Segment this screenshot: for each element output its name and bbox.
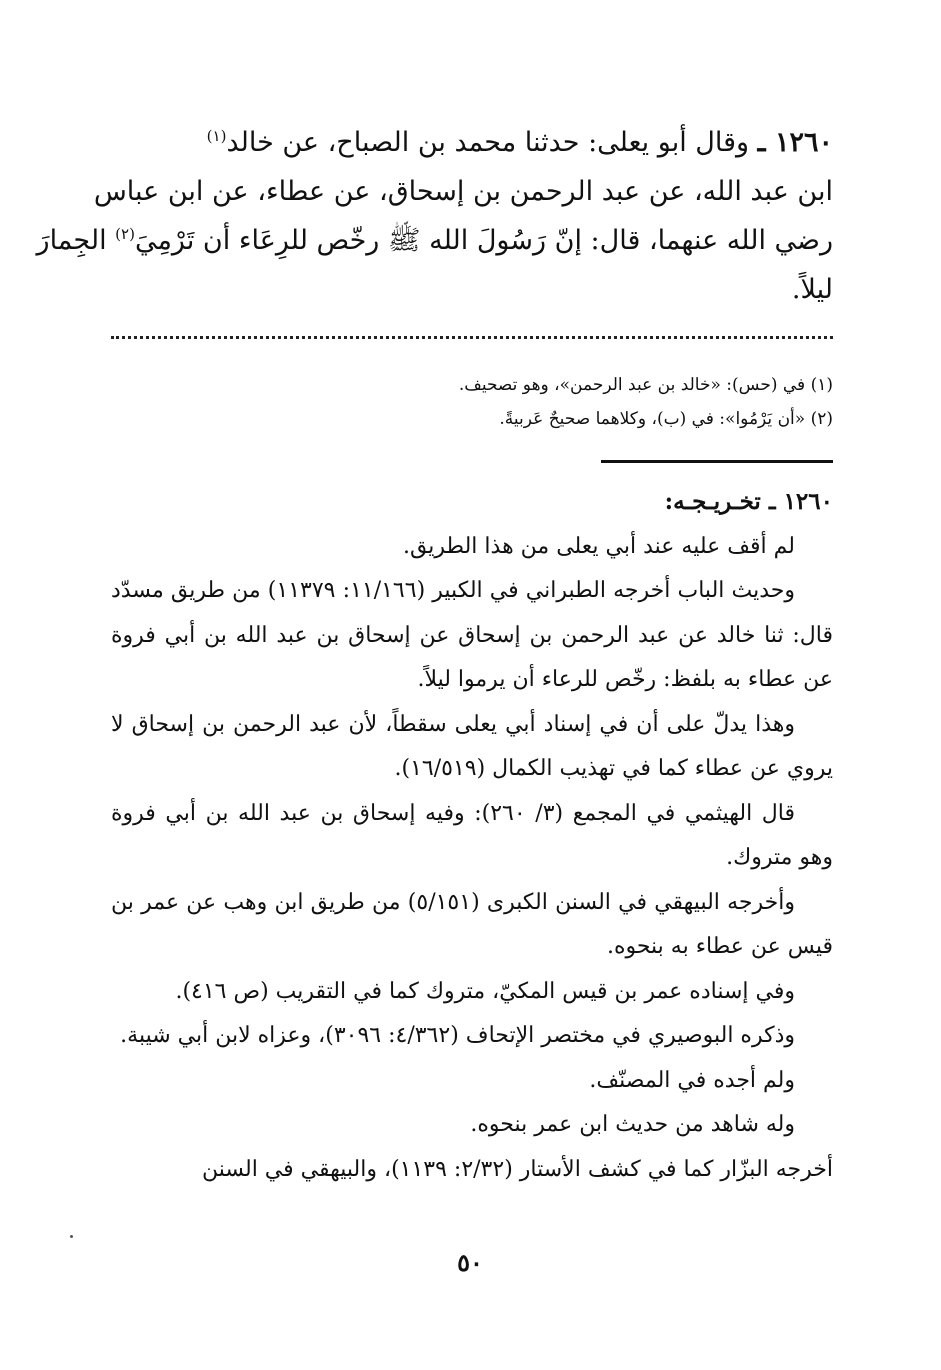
section-divider-line: [601, 460, 833, 463]
footnote-separator-dots: [111, 336, 833, 339]
takhrij-paragraph: وفي إسناده عمر بن قيس المكيّ، متروك كما في التقريب (ص ٤١٦).: [175, 978, 795, 1004]
takhrij-paragraph: ولم أجده في المصنّف.: [589, 1067, 795, 1093]
takhrij-paragraph: وأخرجه البيهقي في السنن الكبرى (٥/١٥١) من طريق ابن وهب عن عمر بن قيس عن عطاء به بنحوه.: [111, 889, 833, 959]
footnotes: [111, 368, 833, 436]
takhrij-paragraph: أخرجه البزّار كما في كشف الأستار (٢/٣٢: ١١٣٩)، والبيهقي في السنن: [201, 1156, 833, 1182]
scan-speck: [70, 1235, 73, 1238]
takhrij-paragraph: وله شاهد من حديث ابن عمر بنحوه.: [470, 1112, 795, 1137]
footnote-ref-2: (٢): [115, 225, 135, 243]
hadith-line-1: [111, 118, 833, 167]
page-number: ٥٠: [457, 1248, 483, 1277]
takhrij-paragraph: وحديث الباب أخرجه الطبراني في الكبير (١١/١٦٦: ١١٣٧٩) من طريق مسدّد قال: ثنا خالد عن عبد الرحمن بن إسحاق عن إسحاق بن عبد الله بن أبي فروة عن عطاء به بلفظ: رخّص للرعاء أن يرموا ليلاً.: [111, 578, 833, 692]
footnote-1: (١) في (حس): «خالد بن عبد الرحمن»، وهو تصحيف.: [458, 375, 833, 395]
takhrij-heading: ١٢٦٠ ـ تخـريـجـه:: [664, 488, 833, 515]
hadith-line-1-text: وقال أبو يعلى: حدثنا محمد بن الصباح، عن خالد: [226, 127, 750, 158]
footnote-ref-1: (١): [206, 127, 227, 145]
hadith-line-4: ليلاً.: [791, 274, 833, 305]
takhrij-section: [111, 480, 833, 1192]
footnote-2: (٢) «أن يَرْمُوا»: في (ب)، وكلاهما صحيحٌ عَربيةً.: [499, 409, 833, 429]
hadith-line-3-text-a: رضي الله عنهما، قال: إنّ رَسُولَ الله ﷺ رخّص للرِعَاء أن تَرْمِيَ: [134, 225, 833, 256]
hadith-line-3-text-b: الجِمارَ: [36, 225, 107, 256]
hadith-number: ١٢٦٠ ـ: [757, 127, 833, 158]
takhrij-paragraph: قال الهيثمي في المجمع (٣/ ٢٦٠): وفيه إسحاق بن عبد الله بن أبي فروة وهو متروك.: [111, 800, 833, 870]
hadith-line-2: ابن عبد الله، عن عبد الرحمن بن إسحاق، عن عطاء، عن ابن عباس: [93, 176, 833, 207]
takhrij-paragraph: وهذا يدلّ على أن في إسناد أبي يعلى سقطاً، لأن عبد الرحمن بن إسحاق لا يروي عن عطاء كما في تهذيب الكمال (١٦/٥١٩).: [111, 711, 833, 781]
hadith-text: [36, 118, 833, 314]
takhrij-paragraph: لم أقف عليه عند أبي يعلى من هذا الطريق.: [402, 533, 795, 559]
takhrij-paragraph: وذكره البوصيري في مختصر الإتحاف (٤/٣٦٢: ٣٠٩٦)، وعزاه لابن أبي شيبة.: [120, 1023, 795, 1048]
hadith-line-3: [36, 216, 833, 265]
